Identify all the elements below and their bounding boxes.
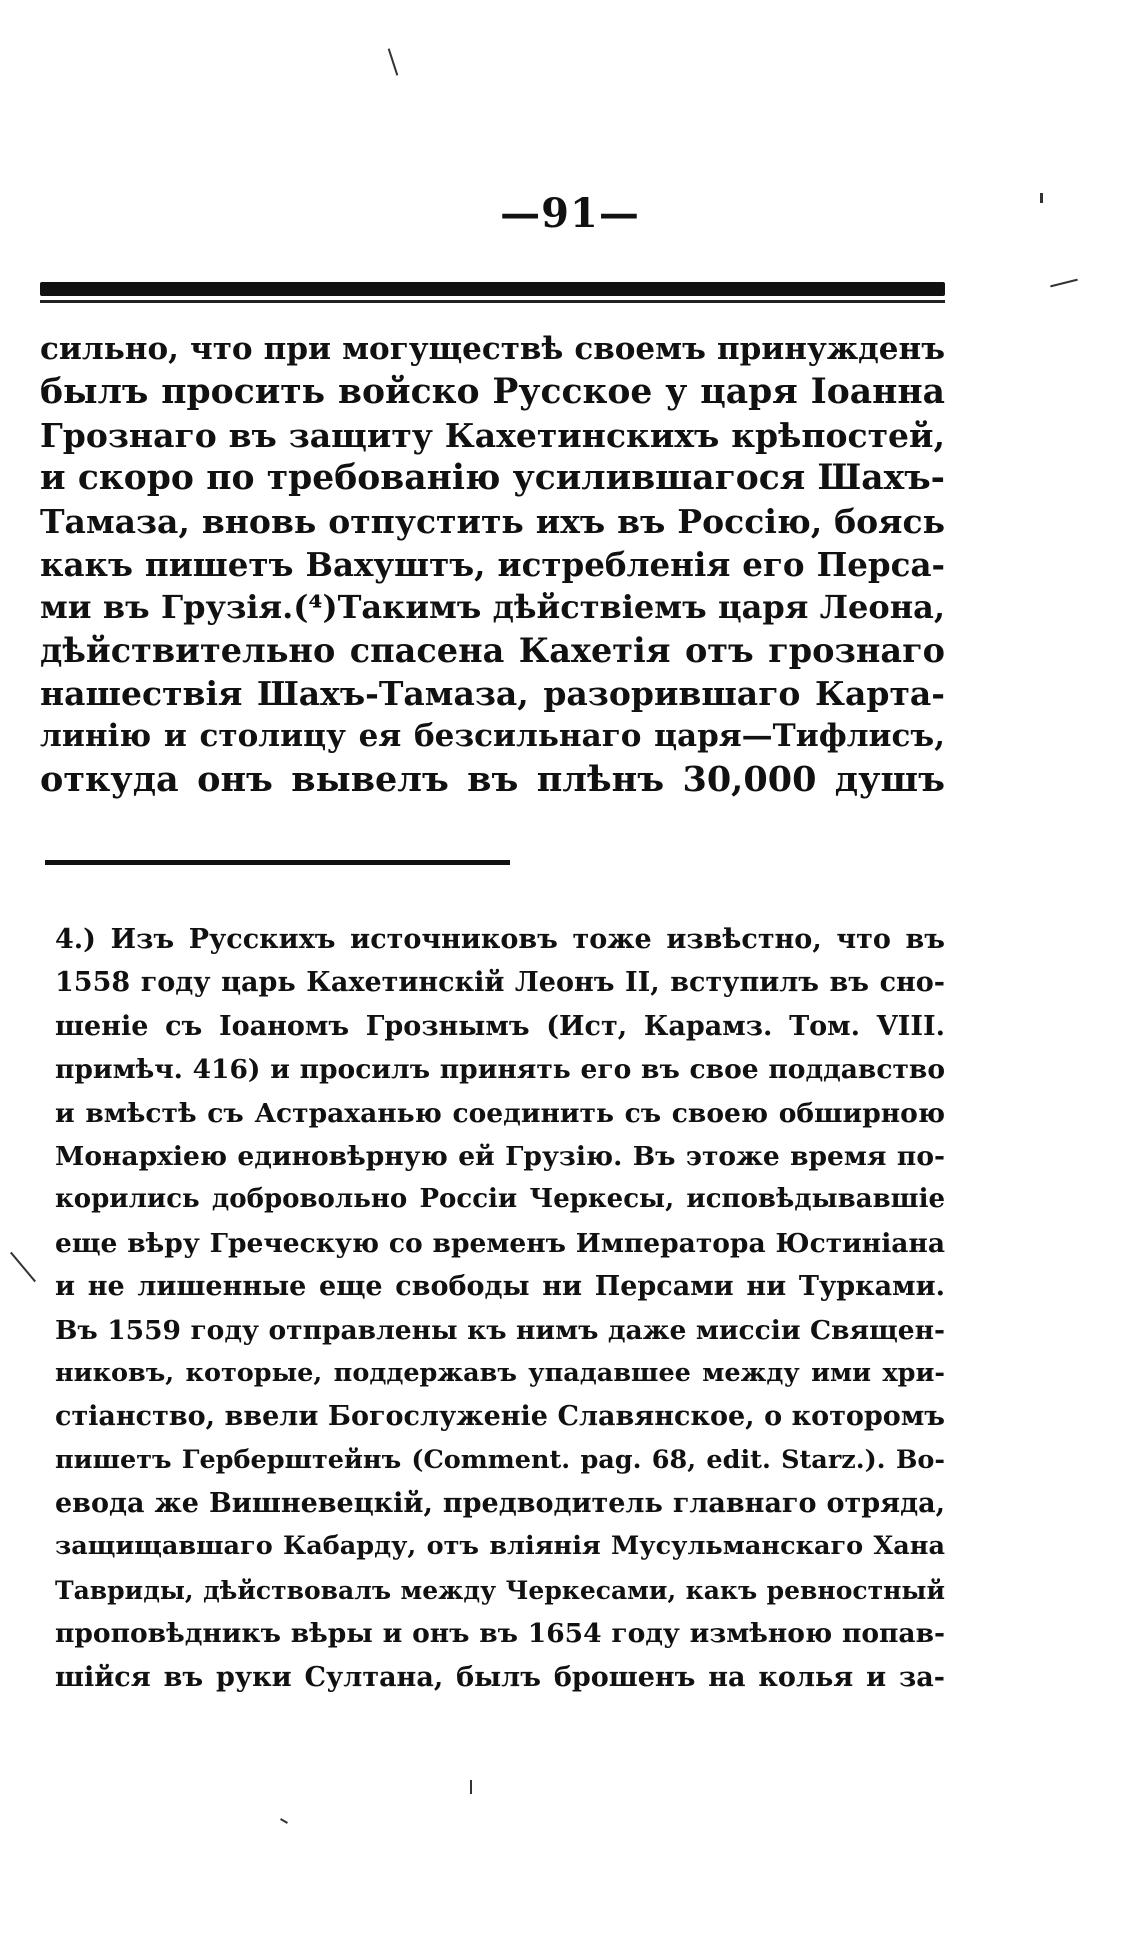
main-text-line: Грознаго въ защиту Кахетинскихъ крѣпостей, xyxy=(40,416,945,455)
footnote-line: Монархіею единовѣрную ей Грузію. Въ этоже время по- xyxy=(55,1140,945,1172)
footnote-line: пишетъ Герберштейнъ (Comment. pag. 68, edit. Starz.). Во- xyxy=(55,1444,945,1475)
footnote-line: шеніе съ Іоаномъ Грознымъ (Ист, Карамз. Том. VIII. xyxy=(55,1010,945,1042)
main-text-line: ми въ Грузія.(⁴)Такимъ дѣйствіемъ царя Леона, xyxy=(40,588,945,626)
main-text-line: былъ просить войско Русское у царя Іоанна xyxy=(40,372,945,412)
scan-speck xyxy=(470,1780,472,1794)
footnote-rule xyxy=(45,860,510,865)
footnote-line: 4.) Изъ Русскихъ источниковъ тоже извѣстно, что въ xyxy=(55,924,945,955)
scan-speck xyxy=(10,1252,36,1282)
footnote-line: Въ 1559 году отправлены къ нимъ даже миссіи Священ- xyxy=(55,1314,945,1346)
footnote-line: и вмѣстѣ съ Астраханью соединить съ своею обширною xyxy=(55,1097,945,1129)
main-text-line: линію и столицу ея безсильнаго царя—Тифлисъ, xyxy=(40,718,945,754)
footnote-line: евода же Вишневецкій, предводитель главнаго отряда, xyxy=(55,1488,945,1520)
page-number: —91— xyxy=(500,190,640,237)
scan-speck xyxy=(1050,279,1078,288)
main-text-line: нашествія Шахъ-Тамаза, разорившаго Карта- xyxy=(40,674,945,713)
footnote-line: проповѣдникъ вѣры и онъ въ 1654 году измѣною попав- xyxy=(55,1618,945,1650)
scan-speck xyxy=(1040,193,1043,203)
scan-speck xyxy=(280,1818,288,1824)
footnote-line: стіанство, ввели Богослуженіе Славянское, о которомъ xyxy=(55,1401,945,1433)
main-text-line: Тамаза, вновь отпустить ихъ въ Россію, боясь xyxy=(40,502,945,541)
footnote-line: 1558 году царь Кахетинскій Леонъ II, вступилъ въ сно- xyxy=(55,967,945,999)
header-rule-thin xyxy=(40,300,945,303)
footnote-line: примѣч. 416) и просилъ принять его въ свое поддавство xyxy=(55,1054,945,1086)
main-text-block xyxy=(40,328,945,801)
main-text-line: сильно, что при могуществѣ своемъ принужденъ xyxy=(40,331,945,367)
footnote-block xyxy=(55,918,945,1699)
header-rule xyxy=(40,282,945,296)
main-text-line: какъ пишетъ Вахуштъ, истребленія его Перса- xyxy=(40,545,945,584)
footnote-line: шійся въ руки Султана, былъ брошенъ на колья и за- xyxy=(55,1661,945,1693)
footnote-line: еще вѣру Греческую со временъ Императора Юстиніана xyxy=(55,1227,945,1259)
footnote-line: и не лишенные еще свободы ни Персами ни Турками. xyxy=(55,1271,945,1303)
scan-speck xyxy=(388,48,399,75)
footnote-line: корились добровольно Россіи Черкесы, исповѣдывавшіе xyxy=(55,1184,945,1215)
main-text-line: и скоро по требованію усилившагося Шахъ- xyxy=(40,458,945,498)
main-text-line: откуда онъ вывелъ въ плѣнъ 30,000 душъ xyxy=(40,759,945,800)
footnote-line: никовъ, которые, поддержавъ упадавшее между ими хри- xyxy=(55,1357,945,1388)
footnote-line: защищавшаго Кабарду, отъ вліянія Мусульманскаго Хана xyxy=(55,1531,945,1562)
main-text-line: дѣйствительно спасена Кахетія отъ грознаго xyxy=(40,631,945,670)
footnote-line: Тавриды, дѣйствовалъ между Черкесами, какъ ревностный xyxy=(55,1575,945,1605)
